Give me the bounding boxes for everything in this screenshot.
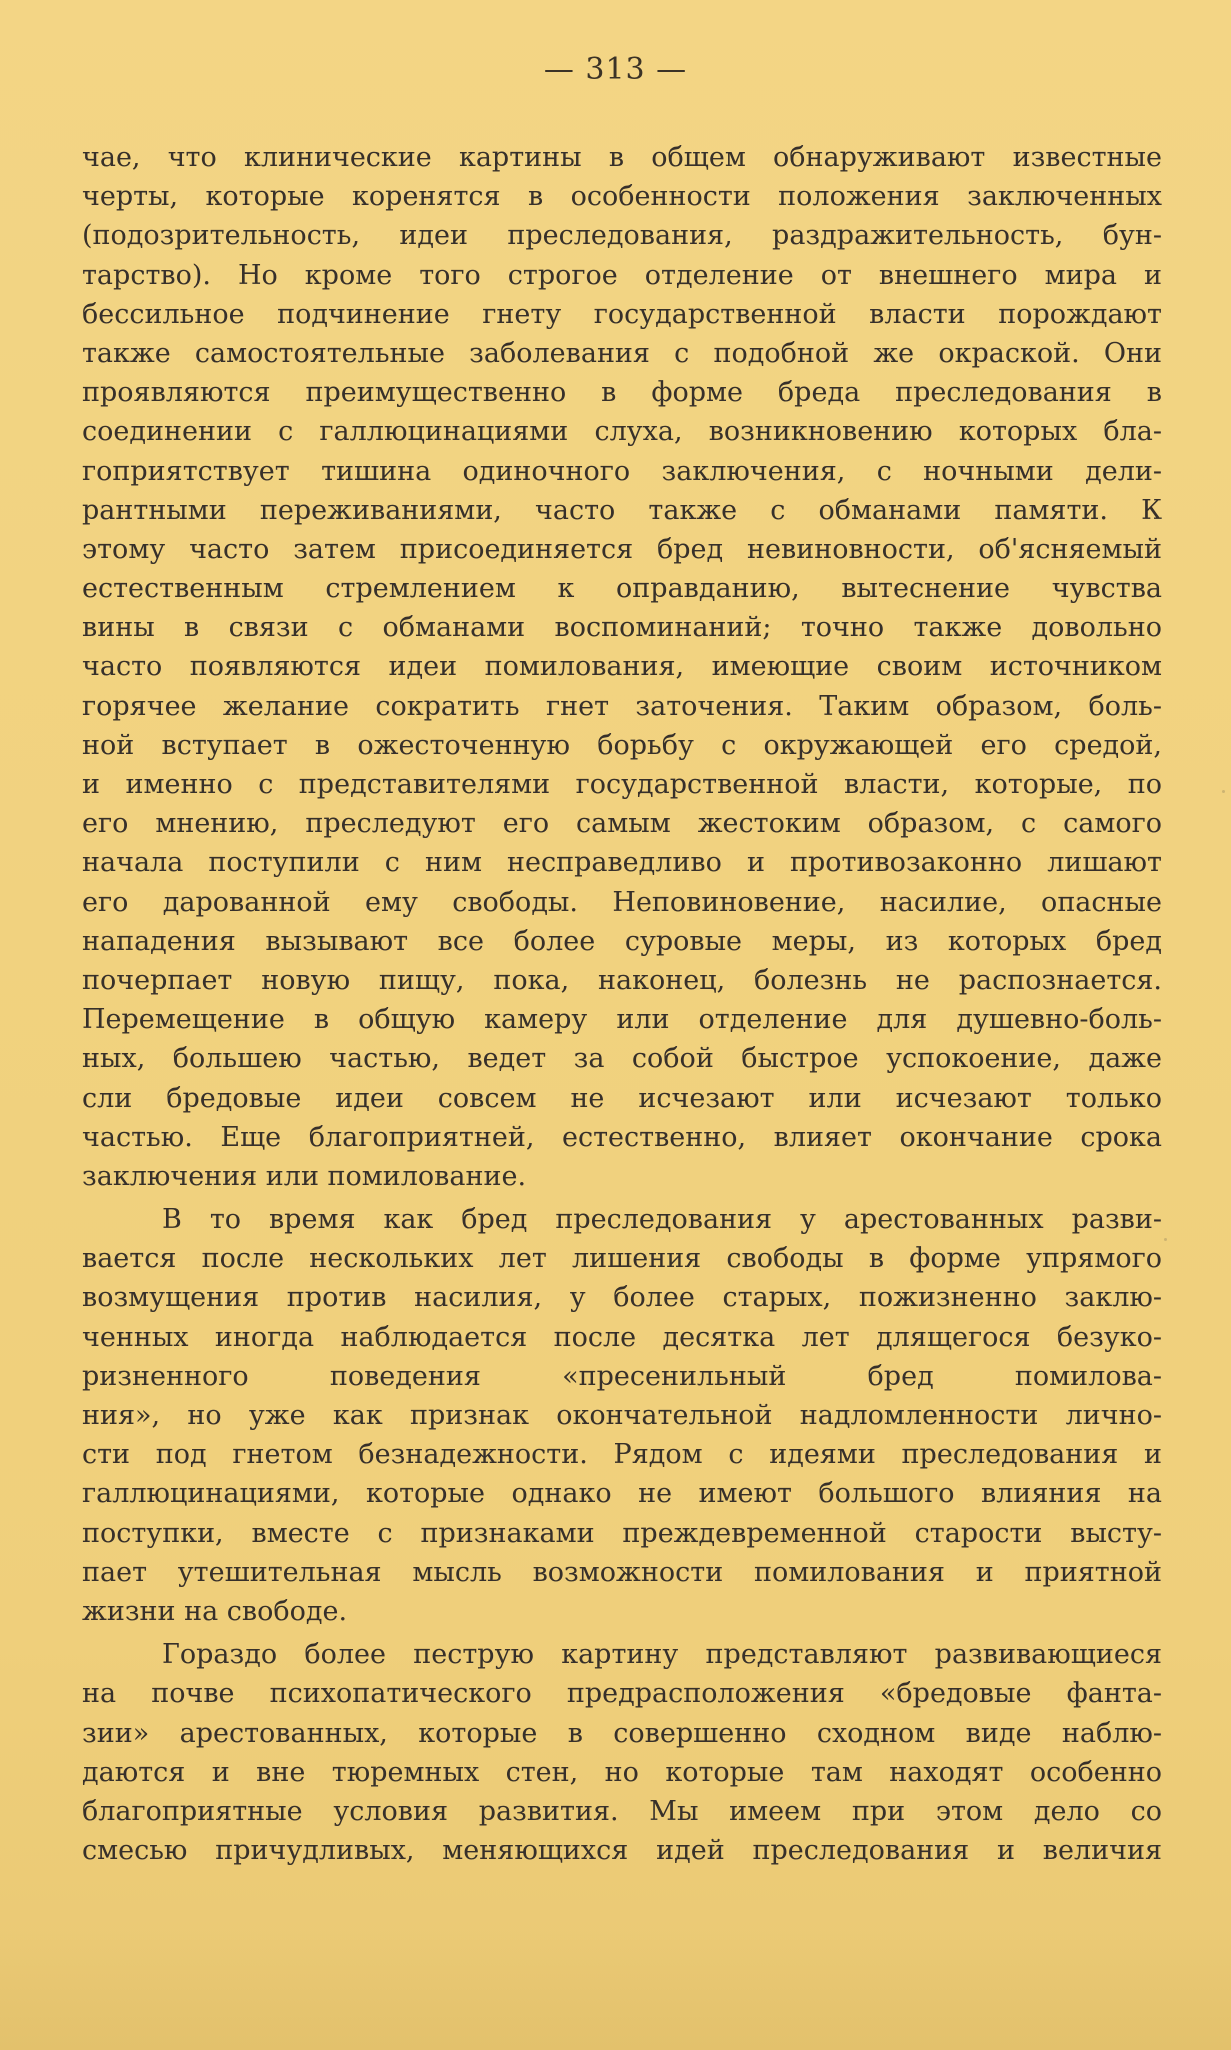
paragraph-1 (82, 138, 1162, 1196)
text-line: вается после нескольких лет лишения свободы в форме упрямого (82, 1243, 1162, 1275)
paper-speck (1222, 790, 1225, 793)
text-line: смесью причудливых, меняющихся идей преследования и величия (82, 1835, 1162, 1867)
text-line: частью. Еще благоприятней, естественно, влияет окончание срока (82, 1121, 1162, 1153)
paper-speck (1164, 1238, 1167, 1241)
paper-shade (0, 1930, 1231, 2050)
page-number: — 313 — (543, 52, 688, 87)
text-line: черты, которые коренятся в особенности положения заключенных (82, 181, 1162, 213)
text-line: проявляются преимущественно в форме бреда преследования в (82, 377, 1162, 409)
text-line: возмущения против насилия, у более старых, пожизненно заклю- (82, 1282, 1162, 1314)
text-line: ризненного поведения «пресенильный бред помилова- (82, 1360, 1162, 1392)
text-line: Гораздо более пеструю картину представляют развивающиеся (162, 1639, 1162, 1671)
paragraph-2 (82, 1200, 1162, 1631)
text-line: естественным стремлением к оправданию, вытеснение чувства (82, 573, 1162, 605)
text-line: (подозрительность, идеи преследования, раздражительность, бун- (82, 220, 1162, 252)
text-line: заключения или помилование. (82, 1160, 527, 1192)
text-line: вины в связи с обманами воспоминаний; точно также довольно (82, 612, 1162, 644)
text-line: ной вступает в ожесточенную борьбу с окружающей его средой, (82, 729, 1162, 761)
text-line: этому часто затем присоединяется бред невиновности, об'ясняемый (82, 533, 1162, 565)
text-line: нападения вызывают все более суровые меры, из которых бред (82, 925, 1162, 957)
text-line: на почве психопатического предрасположения «бредовые фанта- (82, 1678, 1162, 1710)
text-line: тарство). Но кроме того строгое отделение от внешнего мира и (82, 259, 1162, 291)
body-text (82, 138, 1162, 1870)
text-line: бессильное подчинение гнету государственной власти порождают (82, 298, 1162, 330)
text-line: зии» арестованных, которые в совершенно сходном виде наблю- (82, 1717, 1162, 1749)
text-line: Перемещение в общую камеру или отделение для душевно-боль- (82, 1004, 1162, 1036)
text-line: ченных иногда наблюдается после десятка лет длящегося безуко- (82, 1321, 1162, 1353)
text-line: его мнению, преследуют его самым жестоким образом, с самого (82, 808, 1162, 840)
text-line: ния», но уже как признак окончательной надломленности лично- (82, 1400, 1162, 1431)
text-line: чае, что клинические картины в общем обнаруживают известные (82, 142, 1162, 173)
text-line: сти под гнетом безнадежности. Рядом с идеями преследования и (82, 1439, 1162, 1471)
text-line: пает утешительная мысль возможности помилования и приятной (82, 1556, 1162, 1588)
text-line: благоприятные условия развития. Мы имеем при этом дело со (82, 1795, 1162, 1827)
text-line: жизни на свободе. (82, 1595, 348, 1627)
text-line: также самостоятельные заболевания с подобной же окраской. Они (82, 337, 1162, 369)
text-line: даются и вне тюремных стен, но которые там находят особенно (82, 1756, 1162, 1788)
text-line: начала поступили с ним несправедливо и противозаконно лишают (82, 847, 1162, 879)
text-line: рантными переживаниями, часто также с обманами памяти. К (82, 494, 1162, 526)
text-line: и именно с представителями государственной власти, которые, по (82, 769, 1162, 800)
text-line: галлюцинациями, которые однако не имеют большого влияния на (82, 1478, 1162, 1510)
text-line: почерпает новую пищу, пока, наконец, болезнь не распознается. (82, 964, 1162, 996)
text-line: его дарованной ему свободы. Неповиновение, насилие, опасные (82, 886, 1162, 918)
text-line: соединении с галлюцинациями слуха, возникновению которых бла- (82, 416, 1162, 448)
text-line: часто появляются идеи помилования, имеющие своим источником (82, 651, 1162, 683)
text-line: сли бредовые идеи совсем не исчезают или исчезают только (82, 1082, 1162, 1114)
text-line: горячее желание сократить гнет заточения. Таким образом, боль- (82, 690, 1162, 722)
text-line: гоприятствует тишина одиночного заключения, с ночными дели- (82, 455, 1162, 487)
paragraph-3 (82, 1635, 1162, 1870)
text-line: В то время как бред преследования у арестованных разви- (162, 1204, 1162, 1236)
text-line: ных, большею частью, ведет за собой быстрое успокоение, даже (82, 1043, 1162, 1075)
text-line: поступки, вместе с признаками преждевременной старости высту- (82, 1517, 1162, 1549)
